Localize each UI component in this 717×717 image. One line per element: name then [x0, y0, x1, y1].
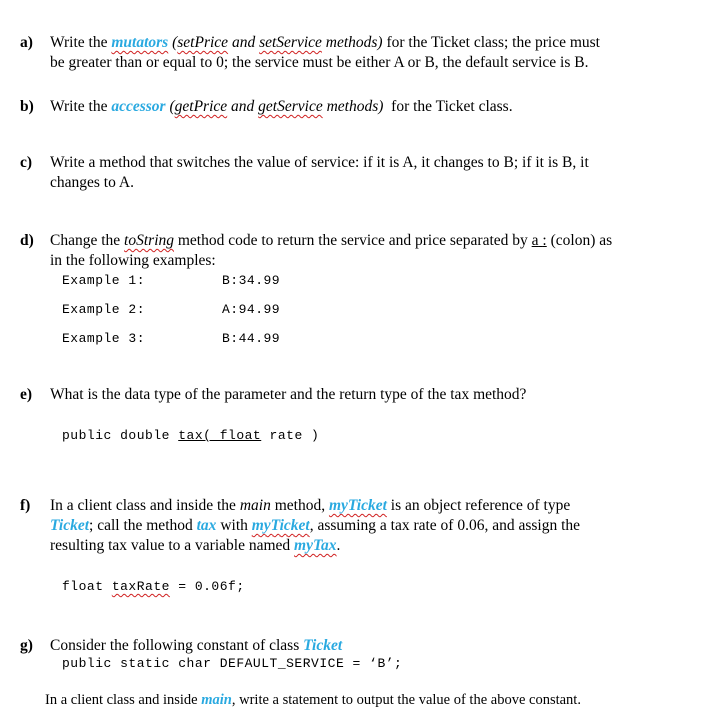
- question-a-line2: be greater than or equal to 0; the service must be either A or B, the default service is B.: [50, 54, 589, 71]
- question-c-line2: changes to A.: [50, 174, 134, 191]
- question-f: [20, 496, 700, 556]
- question-label: f): [20, 497, 31, 514]
- question-b: [20, 97, 700, 117]
- taxrate-declaration: float taxRate = 0.06f;: [62, 579, 245, 594]
- accessor-term: accessor: [111, 98, 166, 115]
- setservice-term: setService: [259, 34, 322, 51]
- tax-term: tax: [196, 517, 217, 534]
- question-g: [20, 636, 700, 656]
- ticket-term: Ticket: [50, 517, 90, 534]
- question-d: [20, 231, 700, 271]
- tostring-term: toString: [124, 232, 174, 249]
- getprice-term: getPrice: [174, 98, 228, 115]
- mutators-term: mutators: [111, 34, 169, 51]
- question-e: [20, 385, 700, 405]
- main-term: main: [239, 497, 271, 514]
- example-2-value: A:94.99: [222, 302, 281, 317]
- question-label: d): [20, 232, 34, 249]
- question-b-line1: b) Write the accessor (getPrice and getService methods) for the Ticket class.: [20, 98, 513, 115]
- question-a: [20, 33, 700, 73]
- question-d-line2: in the following examples:: [50, 252, 216, 269]
- example-1-name: Example 1:: [62, 273, 146, 288]
- question-g-line1: g) Consider the following constant of class Ticket: [20, 637, 343, 654]
- main-term-g: main: [201, 692, 232, 708]
- question-label: g): [20, 637, 33, 654]
- colon-a-term: a :: [531, 232, 547, 249]
- example-1-value: B:34.99: [222, 273, 281, 288]
- question-label: c): [20, 154, 33, 171]
- tax-signature-link: tax( float: [178, 428, 262, 443]
- question-f-line2: Ticket; call the method tax with myTicket, assuming a tax rate of 0.06, and assign the: [50, 517, 581, 534]
- setprice-term: setPrice: [177, 34, 229, 51]
- ticket-class-term: Ticket: [303, 637, 343, 654]
- question-c-line1: c) Write a method that switches the value of service: if it is A, it changes to B; if it is B, it: [20, 154, 589, 171]
- example-3-name: Example 3:: [62, 331, 146, 346]
- tax-method-signature: public double tax( float rate ): [62, 428, 320, 443]
- myticket-term-2: myTicket: [251, 517, 310, 534]
- question-f-line1: f) In a client class and inside the main method, myTicket is an object reference of type: [20, 497, 571, 514]
- mytax-term: myTax: [294, 537, 337, 554]
- question-label: a): [20, 34, 33, 51]
- default-service-constant: public static char DEFAULT_SERVICE = ‘B’;: [62, 656, 403, 671]
- question-f-line3: resulting tax value to a variable named myTax.: [50, 537, 341, 554]
- question-label: b): [20, 98, 34, 115]
- getservice-term: getService: [258, 98, 323, 115]
- question-c: [20, 153, 700, 193]
- question-a-line1: a) Write the mutators (setPrice and setService methods) for the Ticket class; the price must: [20, 34, 600, 51]
- question-g-note: In a client class and inside main, write a statement to output the value of the above constant.: [45, 692, 581, 708]
- question-d-line1: d) Change the toString method code to return the service and price separated by a : (colon) as: [20, 232, 613, 249]
- myticket-term: myTicket: [328, 497, 387, 514]
- question-label: e): [20, 386, 33, 403]
- taxrate-var: taxRate: [111, 579, 170, 594]
- example-3-value: B:44.99: [222, 331, 281, 346]
- question-e-line1: e) What is the data type of the parameter and the return type of the tax method?: [20, 386, 527, 403]
- example-2-name: Example 2:: [62, 302, 146, 317]
